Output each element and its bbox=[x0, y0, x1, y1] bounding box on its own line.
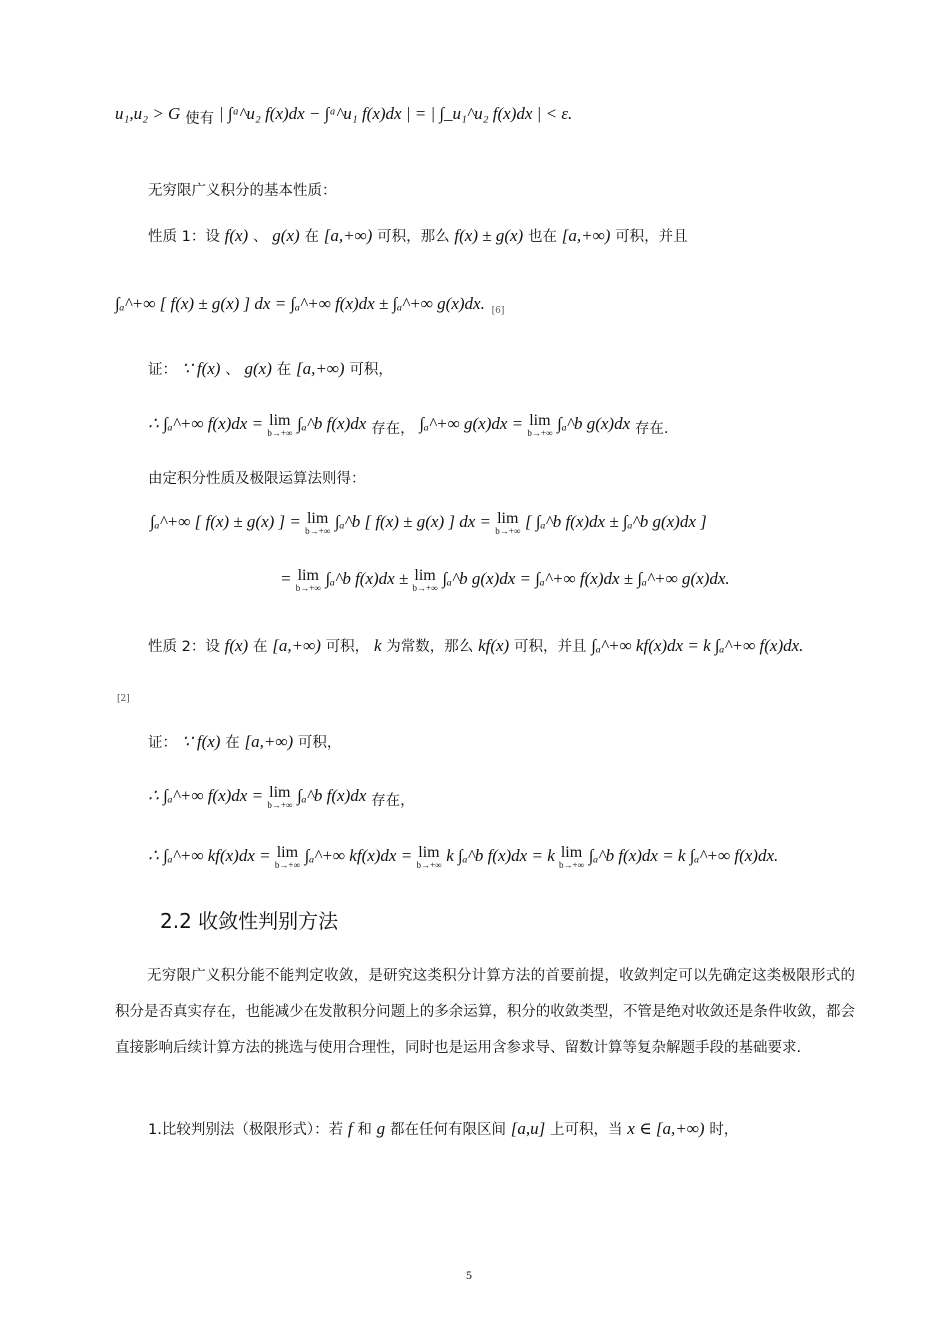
derivation-line-2 bbox=[280, 565, 730, 593]
limit-operator: lim b→+∞ bbox=[295, 566, 321, 594]
text-fragment: 在 bbox=[276, 362, 292, 378]
proof-1-existence bbox=[148, 410, 669, 441]
math-expression: f bbox=[347, 1119, 353, 1138]
math-expression: [a,+∞) bbox=[272, 636, 321, 655]
text-fragment: 存在， bbox=[371, 793, 415, 809]
text-fragment: 都在任何有限区间 bbox=[389, 1122, 506, 1138]
page-number: 5 bbox=[466, 1268, 472, 1282]
text-fragment: 可积， bbox=[297, 735, 342, 751]
math-expression: ∫ₐ^b f(x)dx ± bbox=[325, 569, 413, 588]
text-fragment: 在 bbox=[304, 229, 319, 245]
comparison-test-statement bbox=[148, 1115, 738, 1142]
text-fragment: 存在. bbox=[634, 421, 669, 437]
math-expression: g(x) bbox=[272, 226, 300, 245]
math-expression: [a,+∞) bbox=[295, 359, 345, 378]
math-expression: g(x) bbox=[244, 359, 272, 378]
text-fragment: 1.比较判别法（极限形式）：若 bbox=[148, 1122, 344, 1138]
text-fragment: 可积，那么 bbox=[377, 229, 450, 245]
property-1-statement bbox=[148, 222, 688, 249]
math-expression: ∫ₐ^b f(x)dx = k ∫ₐ^+∞ f(x)dx. bbox=[588, 846, 779, 865]
math-expression: ∴ ∫ₐ^+∞ f(x)dx = bbox=[148, 414, 268, 433]
math-expression: ∫ₐ^b g(x)dx bbox=[557, 414, 631, 433]
math-expression: ∫ₐ^b [ f(x) ± g(x) ] dx = bbox=[334, 512, 496, 531]
text-fragment: 在 bbox=[253, 639, 268, 655]
limit-operator: lim b→+∞ bbox=[305, 509, 331, 537]
math-expression: [a,+∞) bbox=[323, 226, 373, 245]
derivation-line-1 bbox=[150, 508, 707, 536]
math-expression: ∴ ∫ₐ^+∞ kf(x)dx = bbox=[148, 846, 275, 865]
math-expression: [a,u] bbox=[510, 1119, 546, 1138]
section-heading: 2.2 收敛性判别方法 bbox=[160, 909, 339, 933]
citation-ref: [2] bbox=[117, 694, 130, 704]
math-expression: ∫ₐ^b f(x)dx bbox=[297, 414, 367, 433]
math-expression: f(x) ± g(x) bbox=[454, 226, 524, 245]
math-expression: ∫ₐ^+∞ [ f(x) ± g(x) ] dx = ∫ₐ^+∞ f(x)dx ± ∫ₐ^+∞ g(x)dx. bbox=[115, 294, 485, 313]
math-expression: ∫ₐ^+∞ g(x)dx = bbox=[419, 414, 528, 433]
limit-operator: lim b→+∞ bbox=[495, 509, 521, 537]
text-fragment: 上可积，当 bbox=[550, 1122, 623, 1138]
math-expression: ∴ ∫ₐ^+∞ f(x)dx = bbox=[148, 786, 268, 805]
text-fragment: 证： bbox=[148, 735, 177, 751]
limit-operator: lim b→+∞ bbox=[527, 411, 553, 439]
limit-operator: lim b→+∞ bbox=[412, 566, 438, 594]
property-2-statement bbox=[148, 632, 803, 659]
text-fragment: 、 bbox=[253, 229, 268, 245]
limit-operator: lim b→+∞ bbox=[267, 411, 293, 439]
math-expression: g bbox=[376, 1119, 386, 1138]
math-expression: [a,+∞) bbox=[244, 732, 294, 751]
text-fragment: 存在， bbox=[371, 421, 415, 437]
math-expression: k ∫ₐ^b f(x)dx = k bbox=[446, 846, 559, 865]
math-expression: ∫ₐ^+∞ kf(x)dx = bbox=[304, 846, 417, 865]
text-fragment: 可积， bbox=[349, 362, 393, 378]
proof-2-start bbox=[148, 728, 341, 755]
equation-line-cauchy bbox=[115, 100, 572, 131]
limit-operator: lim b→+∞ bbox=[558, 843, 584, 871]
text-fragment: 在 bbox=[225, 735, 240, 751]
math-expression: ∫ₐ^+∞ kf(x)dx = k ∫ₐ^+∞ f(x)dx. bbox=[591, 636, 804, 655]
math-expression: x ∈ [a,+∞) bbox=[627, 1119, 705, 1138]
math-expression: u₁,u₂ > G bbox=[115, 104, 181, 123]
limit-operator: lim b→+∞ bbox=[267, 783, 293, 811]
math-expression: kf(x) bbox=[478, 636, 510, 655]
text-fragment: 使有 bbox=[185, 111, 215, 127]
text-fragment: 时， bbox=[709, 1122, 739, 1138]
proof-2-derivation bbox=[148, 842, 778, 870]
text-fragment: 可积，并且 bbox=[615, 229, 688, 245]
math-expression: = bbox=[280, 569, 296, 588]
citation-ref: [6] bbox=[491, 306, 505, 316]
math-expression: ∵ f(x) bbox=[181, 359, 221, 378]
body-paragraph: 无穷限广义积分能不能判定收敛，是研究这类积分计算方法的首要前提，收敛判定可以先确定这类极限形式的积分是否真实存在，也能减少在发散积分问题上的多余运算，积分的收敛类型，不管是绝对收敛还是条件收敛，都会直接影响后续计算方法的挑选与使用合理性，同时也是运用含参求导、留数计算等复杂解题手段的基础要求. bbox=[115, 968, 855, 1056]
math-expression: f(x) bbox=[224, 636, 249, 655]
math-expression: ∫ₐ^b g(x)dx = ∫ₐ^+∞ f(x)dx ± ∫ₐ^+∞ g(x)dx. bbox=[442, 569, 730, 588]
text-fragment: 可积， bbox=[325, 639, 370, 655]
equation-line-property-1 bbox=[115, 290, 504, 318]
text-fragment: 可积，并且 bbox=[514, 639, 587, 655]
proof-2-existence bbox=[148, 782, 415, 813]
limit-operator: lim b→+∞ bbox=[274, 843, 300, 871]
math-expression: ∫ₐ^b f(x)dx bbox=[297, 786, 367, 805]
text-fragment: 性质 1：设 bbox=[148, 229, 220, 245]
text-fragment: 性质 2：设 bbox=[148, 639, 220, 655]
math-expression: | ∫ᵃ^u₂ f(x)dx − ∫ᵃ^u₁ f(x)dx | = | ∫_u₁^u₂ f(x)dx | < ε. bbox=[218, 104, 573, 123]
text-fragment: 和 bbox=[357, 1122, 372, 1138]
text-fragment: 、 bbox=[225, 362, 240, 378]
text-line: 由定积分性质及极限运算法则得： bbox=[148, 471, 366, 487]
math-expression: [a,+∞) bbox=[561, 226, 611, 245]
text-fragment: 为常数，那么 bbox=[386, 639, 474, 655]
text-line: 无穷限广义积分的基本性质： bbox=[148, 183, 337, 199]
math-expression: ∵ f(x) bbox=[181, 732, 221, 751]
math-expression: f(x) bbox=[224, 226, 249, 245]
limit-operator: lim b→+∞ bbox=[416, 843, 442, 871]
math-expression: [ ∫ₐ^b f(x)dx ± ∫ₐ^b g(x)dx ] bbox=[525, 512, 707, 531]
math-expression: ∫ₐ^+∞ [ f(x) ± g(x) ] = bbox=[150, 512, 306, 531]
text-fragment: 证： bbox=[148, 362, 177, 378]
proof-1-start bbox=[148, 355, 393, 382]
text-fragment: 也在 bbox=[527, 229, 557, 245]
math-expression: k bbox=[373, 636, 382, 655]
